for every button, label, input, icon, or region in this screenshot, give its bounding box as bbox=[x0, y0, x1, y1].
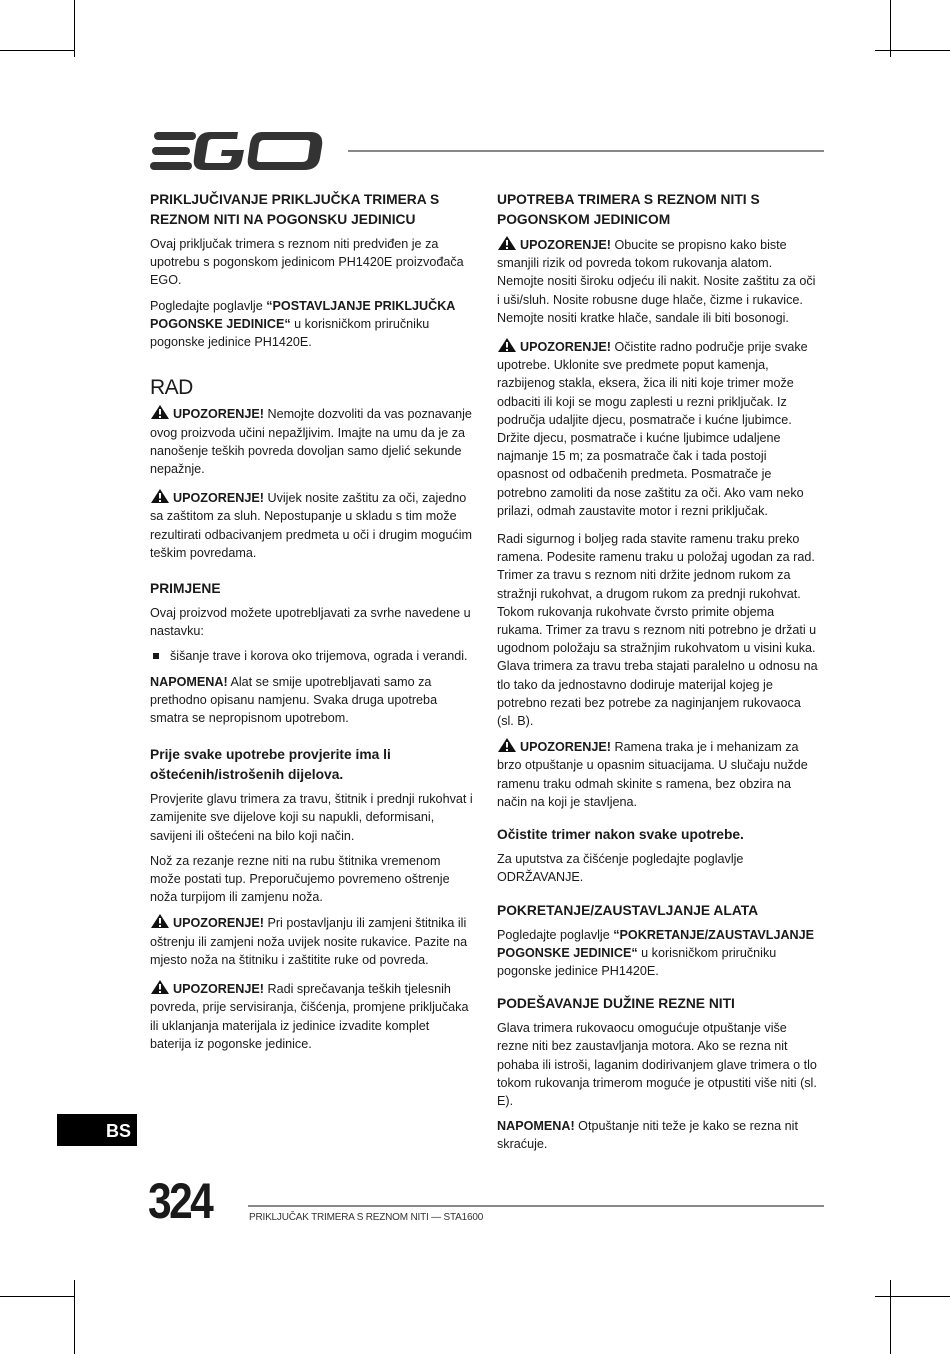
left-column bbox=[150, 190, 474, 1060]
paragraph: Radi sigurnog i boljeg rada stavite ramenu traku preko ramena. Podesite ramenu traku u položaj ugodan za rad. Trimer za travu s reznom niti držite jednom rukom za stražnji rukohvat, a drugom rukom za prednji rukohvat. Tokom rukovanja rukohvate čvrsto primite objema rukama. Trimer za travu s reznom niti potrebno je držati u ugodnom položaju sa stražnjim rukohvatom u visini kuka. Glava trimera za travu treba stajati paralelno u odnosu na tlo tako da jednostavno dodiruje materijal kojeg je potrebno rezati bez potrebe za naginjanjem rukovaoca (sl. B). bbox=[497, 532, 818, 729]
paragraph: Glava trimera rukovaocu omogućuje otpuštanje više rezne niti bez zaustavljanja motora. Ako se rezna nit pohaba ili istroši, laganim dodirivanjem glave trimera o tlo tokom rukovanja trimerom moguće je otpustiti više niti (sl. E). bbox=[497, 1021, 817, 1108]
paragraph: Pogledajte poglavlje “POKRETANJE/ZAUSTAVLJANJE POGONSKE JEDINICE“ u korisničkom priručniku pogonske jedinice PH1420E. bbox=[497, 927, 815, 978]
warning-icon bbox=[150, 488, 170, 504]
warning-icon bbox=[150, 913, 170, 929]
crop-mark bbox=[0, 50, 75, 51]
warning-paragraph: UPOZORENJE! Ramena traka je i mehanizam za brzo otpuštanje u opasnim situacijama. U slučaju nužde ramenu traku odmah skinite s ramena, bez obzira na način na koji je stavljena. bbox=[497, 737, 821, 811]
crop-mark bbox=[74, 1280, 75, 1354]
warning-icon bbox=[150, 404, 170, 420]
warning-paragraph: UPOZORENJE! Nemojte dozvoliti da vas poznavanje ovog proizvoda učini nepažljivim. Imajte na umu da je za nanošenje teških povreda dovoljan samo djelić sekunde nepažnje. bbox=[150, 404, 474, 478]
warning-icon bbox=[497, 337, 517, 353]
paragraph: Pogledajte poglavlje “POSTAVLJANJE PRIKLJUČKA POGONSKE JEDINICE“ u korisničkom priručniku pogonske jedinice PH1420E. bbox=[150, 298, 455, 350]
list-item: šišanje trave i korova oko trijemova, ograda i verandi. bbox=[150, 647, 474, 665]
warning-paragraph: UPOZORENJE! Očistite radno područje prije svake upotrebe. Uklonite sve predmete poput kamenja, razbijenog stakla, eksera, žica ili niti koje trimer može odbaciti ili koji se mogu zaplesti u rezni priključak. Iz područja udaljite djecu, posmatrače i kućne ljubimce. Držite djecu, posmatrače i kućne ljubimce udaljene najmanje 15 m; za posmatrače čak i tada postoji opasnost od odbačenih predmeta. Posmatrače je potrebno zamoliti da nose zaštitu za oči. Ako vam neko prilazi, odmah zaustavite motor i rezni priključak. bbox=[497, 337, 821, 520]
crop-mark bbox=[890, 1280, 891, 1354]
ego-logo bbox=[150, 130, 332, 172]
section-title: RAD bbox=[150, 376, 193, 400]
paragraph: Ovaj proizvod možete upotrebljavati za svrhe navedene u nastavku: bbox=[150, 606, 471, 639]
page-number: 324 bbox=[148, 1173, 212, 1229]
crop-mark bbox=[0, 1296, 75, 1297]
section-title: POKRETANJE/ZAUSTAVLJANJE ALATA bbox=[497, 902, 759, 918]
footer-rule bbox=[248, 1205, 824, 1207]
paragraph: Za uputstva za čišćenje pogledajte poglavlje ODRŽAVANJE. bbox=[497, 852, 744, 885]
section-title: PRIMJENE bbox=[150, 581, 221, 597]
crop-mark bbox=[890, 0, 891, 57]
paragraph: Ovaj priključak trimera s reznom niti predviđen je za upotrebu s pogonskom jedinicom PH1420E proizvođača EGO. bbox=[150, 237, 464, 288]
crop-mark bbox=[875, 50, 950, 51]
paragraph: Nož za rezanje rezne niti na rubu štitnika vremenom može postati tup. Preporučujemo povremeno oštrenje noža turpijom ili zamjenu noža. bbox=[150, 853, 450, 905]
footer-doc-title: PRIKLJUČAK TRIMERA S REZNOM NITI — STA1600 bbox=[249, 1212, 484, 1223]
warning-icon bbox=[497, 737, 517, 753]
note-paragraph: NAPOMENA! Alat se smije upotrebljavati samo za prethodno opisanu namjenu. Svaka druga upotreba smatra se nepropisnom upotrebom. bbox=[150, 674, 438, 726]
warning-icon bbox=[497, 235, 517, 251]
paragraph: Provjerite glavu trimera za travu, štitnik i prednji rukohvat i zamijenite sve dijelove koji su napukli, deformisani, savijeni ili oštećeni na bilo koji način. bbox=[150, 792, 473, 843]
section-title: Prije svake upotrebe provjerite ima li oštećenih/istrošenih dijelova. bbox=[150, 747, 391, 783]
warning-paragraph: UPOZORENJE! Uvijek nosite zaštitu za oči, zajedno sa zaštitom za sluh. Nepostupanje u skladu s tim može rezultirati odbacivanjem predmeta u oči i drugim mogućim teškim povredama. bbox=[150, 488, 474, 562]
crop-mark bbox=[74, 0, 75, 57]
language-tab: BS bbox=[57, 1114, 137, 1146]
section-title: Očistite trimer nakon svake upotrebe. bbox=[497, 827, 744, 843]
warning-icon bbox=[150, 979, 170, 995]
note-paragraph: NAPOMENA! Otpuštanje niti teže je kako se rezna nit skraćuje. bbox=[497, 1119, 798, 1152]
crop-mark bbox=[875, 1296, 950, 1297]
warning-paragraph: UPOZORENJE! Radi sprečavanja teških tjelesnih povreda, prije servisiranja, čišćenja, promjene priključaka ili uklanjanja materijala iz jedinice izvadite komplet baterija iz pogonske jedinice. bbox=[150, 979, 474, 1053]
section-title: PRIKLJUČIVANJE PRIKLJUČKA TRIMERA S REZNOM NITI NA POGONSKU JEDINICU bbox=[150, 192, 440, 227]
warning-paragraph: UPOZORENJE! Pri postavljanju ili zamjeni štitnika ili oštrenju ili zamjeni noža uvijek nosite rukavice. Pazite na mjesto noža na štitniku i zaštitite ruke od povreda. bbox=[150, 913, 474, 969]
bullet-icon bbox=[153, 653, 159, 659]
warning-paragraph: UPOZORENJE! Obucite se propisno kako biste smanjili rizik od povreda tokom rukovanja alatom. Nemojte nositi široku odjeću ili nakit. Nosite zaštitu za oči i uši/sluh. Nosite robusne duge hlače, čizme i rukavice. Nemojte nositi kratke hlače, sandale ili biti bosonogi. bbox=[497, 235, 821, 327]
section-title: PODEŠAVANJE DUŽINE REZNE NITI bbox=[497, 996, 735, 1012]
section-title: UPOTREBA TRIMERA S REZNOM NITI S POGONSKOM JEDINICOM bbox=[497, 192, 760, 227]
right-column bbox=[497, 190, 821, 1161]
header-rule bbox=[348, 150, 824, 152]
